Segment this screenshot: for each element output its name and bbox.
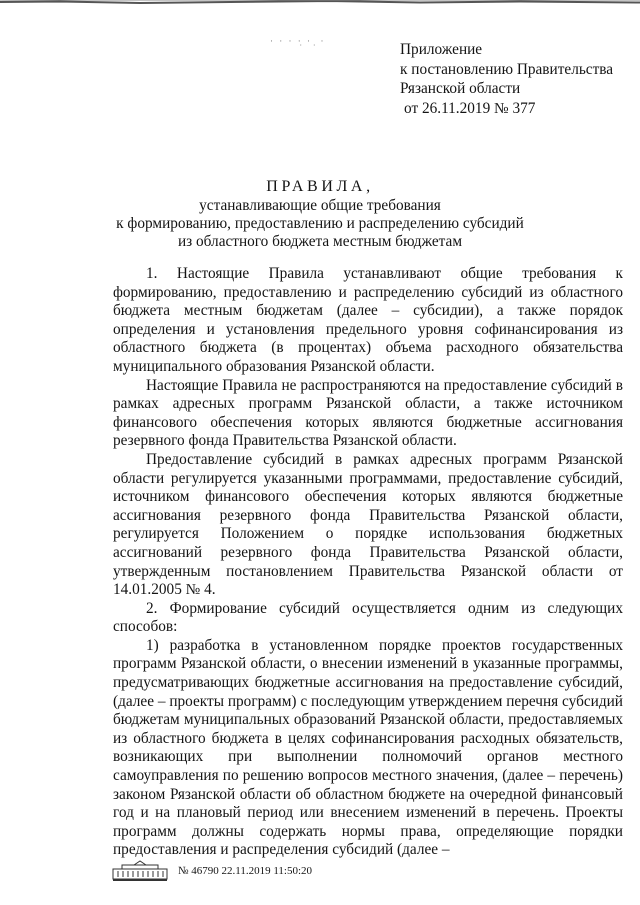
subtitle-line-2: к формированию, предоставлению и распределению субсидий <box>116 215 524 232</box>
scan-edge-artifact <box>0 0 640 6</box>
paragraph: Предоставление субсидий в рамках адресных программ Рязанской области регулируется указанными программами, предоставление субсидий, источником финансового обеспечения которых являются бюджетные ассигнования резервного фонда Правительства Рязанской области, регулируется Положением о порядке использования бюджетных ассигнований резервного фонда Правительства Рязанской области, утвержденным постановлением Правительства Рязанской области от 14.01.2005 № 4. <box>113 450 623 599</box>
subtitle-line-1: устанавливающие общие требования <box>199 197 441 214</box>
appendix-line-4: от 26.11.2019 № 377 <box>404 99 536 117</box>
building-stamp-icon <box>112 860 168 882</box>
appendix-header <box>400 40 613 118</box>
paragraph: 1) разработка в установленном порядке проектов государственных программ Рязанской области, о внесении изменений в указанные программы, предусматривающих бюджетные ассигнования на предоставление субсидий, (далее – проекты программ) с последующим утверждением перечня субсидий бюджетам муниципальных образований Рязанской области, предоставляемых из областного бюджета в целях софинансирования расходных обязательств, возникающих при выполнении полномочий органов местного самоуправления по решению вопросов местного значения, (далее – перечень) законом Рязанской области об областном бюджете на очередной финансовый год и на плановый период или внесением изменений в перечень. Проекты программ должны содержать нормы права, определяющие порядки предоставления и распределения субсидий (далее – <box>113 636 623 859</box>
registration-number: № 46790 22.11.2019 11:50:20 <box>178 865 313 877</box>
scan-noise: · · · ·̣ · ̣ · <box>270 36 326 46</box>
paragraph: 2. Формирование субсидий осуществляется одним из следующих способов: <box>113 599 623 636</box>
appendix-line-2: к постановлению Правительства <box>400 60 614 78</box>
document-body <box>113 265 623 860</box>
registration-footer <box>112 860 372 884</box>
document-subtitle <box>0 197 640 251</box>
subtitle-line-3: из областного бюджета местным бюджетам <box>177 233 463 250</box>
paragraph: 1. Настоящие Правила устанавливают общие требования к формированию, предоставлению и распределению субсидий из областного бюджета местным бюджетам (далее – субсидии), а также порядок определения и установления предельного уровня софинансирования из областного бюджета (в процентах) объема расходного обязательства муниципального образования Рязанской области. <box>113 265 623 375</box>
document-title: ПРАВИЛА, <box>266 178 374 195</box>
appendix-line-3: Рязанской области <box>400 80 521 97</box>
paragraph: Настоящие Правила не распространяются на предоставление субсидий в рамках адресных программ Рязанской области, а также источником финансового обеспечения которых являются бюджетные ассигнования резервного фонда Правительства Рязанской области. <box>113 376 623 450</box>
appendix-line-1: Приложение <box>400 41 483 58</box>
